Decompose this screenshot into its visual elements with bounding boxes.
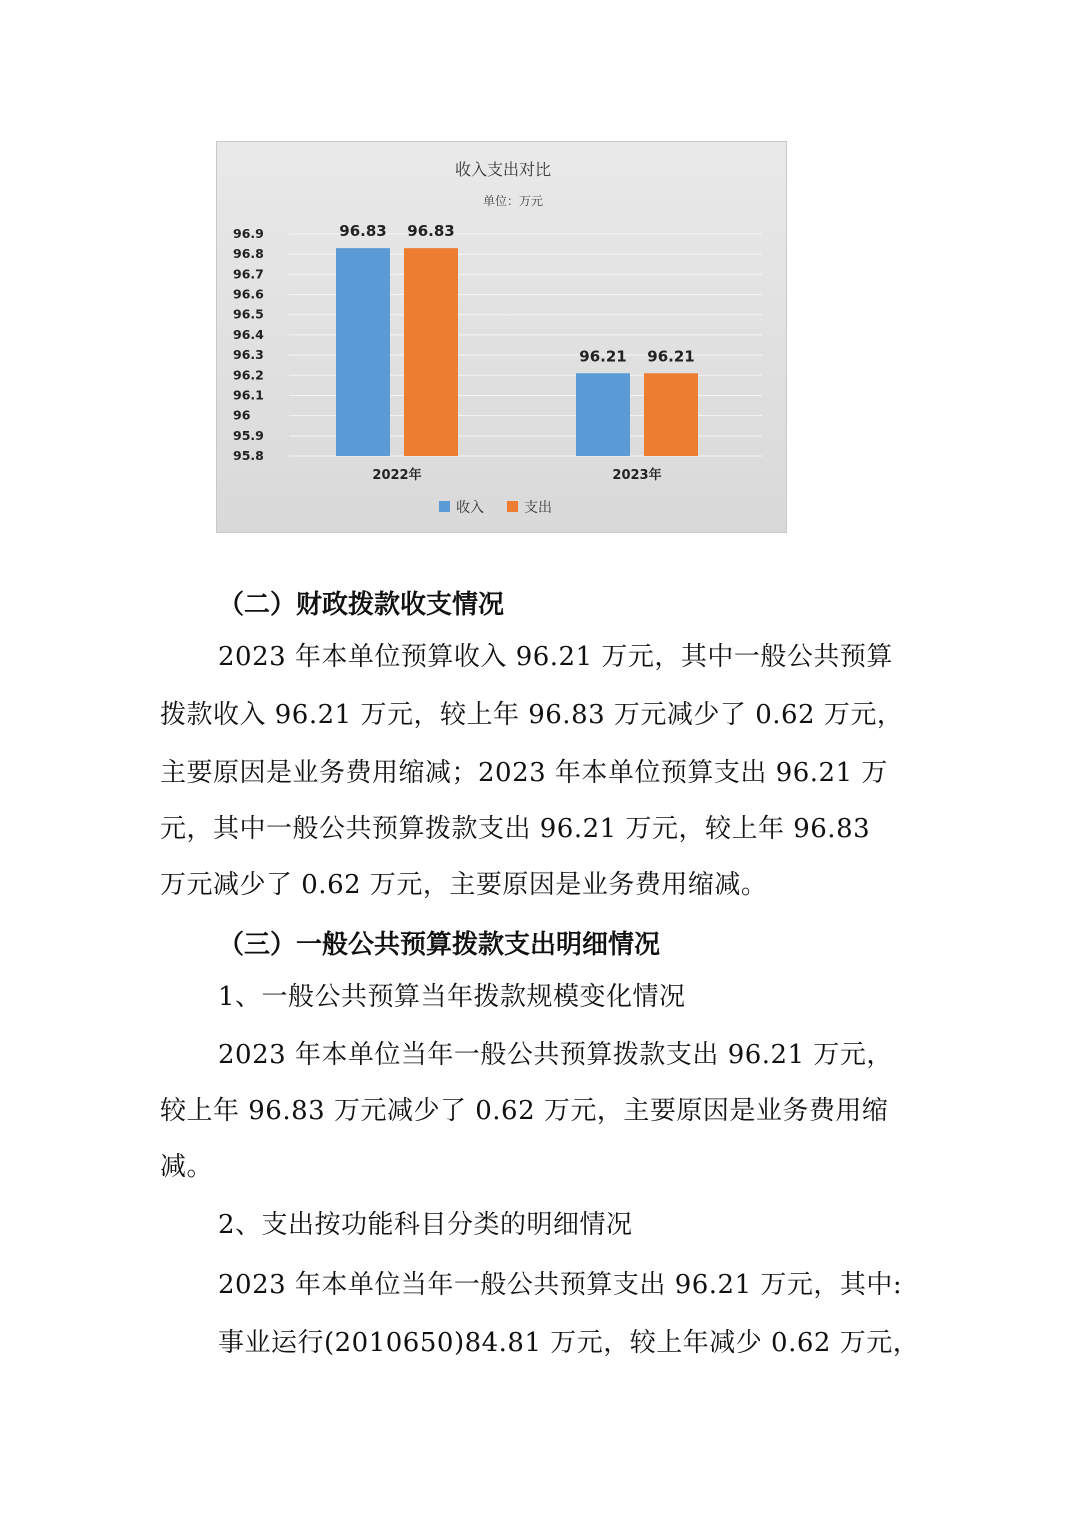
bar-支出-2022年 [404,248,458,456]
chart-legend [439,499,552,516]
y-tick-label: 96.8 [233,246,264,262]
bar-value-label: 96.21 [579,347,627,366]
paragraph-line: 万元减少了 0.62 万元，主要原因是业务费用缩减。 [160,870,768,900]
paragraph-line: 减。 [160,1152,214,1182]
legend-swatch [439,501,450,512]
y-tick-label: 96.6 [233,286,264,302]
bar-收入-2022年 [336,248,390,456]
legend-label: 收入 [456,500,484,516]
paragraph-line: 2023 年本单位当年一般公共预算拨款支出 96.21 万元， [218,1040,893,1070]
y-tick-label: 96.1 [233,387,264,403]
bar-收入-2023年 [576,373,630,456]
bar-value-label: 96.21 [647,347,695,366]
x-category-label: 2023年 [612,468,662,483]
paragraph-line: 较上年 96.83 万元减少了 0.62 万元，主要原因是业务费用缩 [160,1096,889,1126]
x-category-label: 2022年 [372,468,422,483]
paragraph-line: 主要原因是业务费用缩减；2023 年本单位预算支出 96.21 万 [160,758,888,788]
x-axis-labels [372,467,661,483]
y-tick-label: 95.9 [233,427,264,443]
bar-value-label: 96.83 [339,222,387,241]
legend-label: 支出 [524,500,552,516]
paragraph-line: 元，其中一般公共预算拨款支出 96.21 万元，较上年 96.83 [160,814,871,844]
paragraph-line: 2023 年本单位预算收入 96.21 万元，其中一般公共预算 [218,642,893,672]
paragraph-line: 2023 年本单位当年一般公共预算支出 96.21 万元，其中: [218,1270,903,1300]
paragraph-line: 拨款收入 96.21 万元，较上年 96.83 万元减少了 0.62 万元， [160,700,904,730]
y-tick-label: 96.3 [233,347,264,363]
y-tick-label: 96.2 [233,367,264,383]
y-tick-label: 96.9 [233,226,264,241]
y-tick-label: 96.4 [233,326,264,342]
y-tick-label: 96.5 [233,306,264,322]
income-expense-chart [216,141,787,533]
y-tick-label: 95.8 [233,448,264,463]
chart-subtitle: 单位：万元 [482,194,544,208]
chart-title: 收入支出对比 [454,160,552,179]
chart-canvas [217,142,788,534]
section-heading-2: （二）财政拨款收支情况 [218,590,505,620]
chart-bars [336,222,698,456]
y-tick-label: 96.7 [233,266,264,282]
bar-支出-2023年 [644,373,698,456]
y-axis-ticks [233,226,264,463]
bar-value-label: 96.83 [407,222,455,241]
y-tick-label: 96 [233,407,251,423]
section-heading-3: （三）一般公共预算拨款支出明细情况 [218,930,661,960]
subsection-title-1: 1、一般公共预算当年拨款规模变化情况 [218,982,686,1012]
paragraph-line: 事业运行(2010650)84.81 万元，较上年减少 0.62 万元， [218,1328,920,1358]
subsection-title-2: 2、支出按功能科目分类的明细情况 [218,1210,633,1240]
legend-swatch [507,501,518,512]
